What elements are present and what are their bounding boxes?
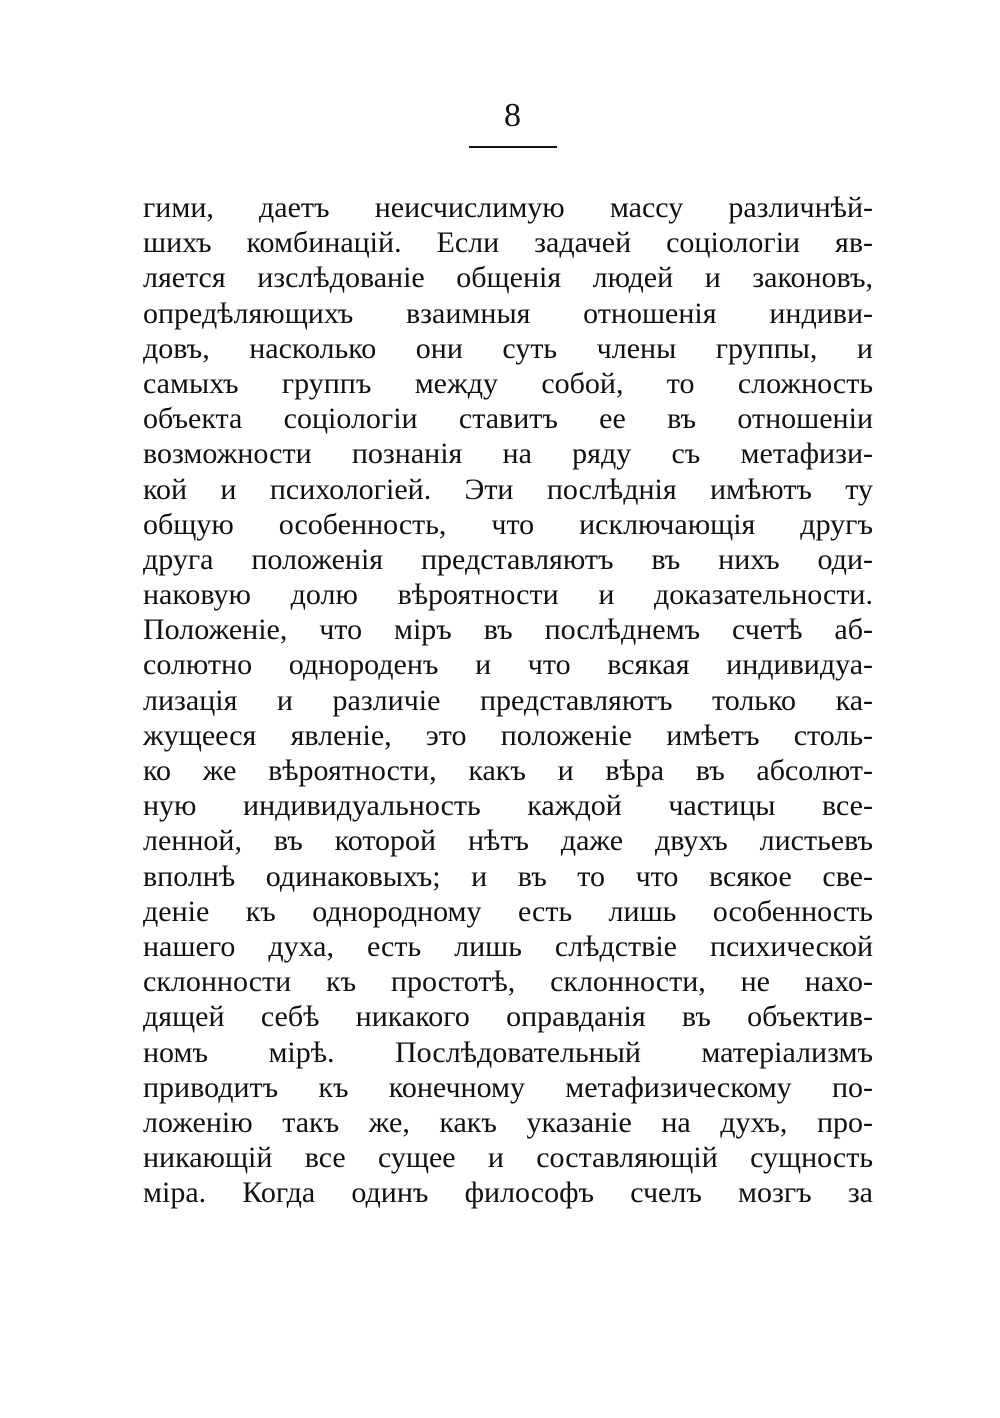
text-line: объекта соціологіи ставитъ ее въ отношеніи bbox=[143, 402, 873, 436]
text-line: самыхъ группъ между собой, то сложность bbox=[143, 366, 873, 400]
text-line: ленной, въ которой нѣтъ даже двухъ листьевъ bbox=[143, 824, 873, 858]
text-line: дящей себѣ никакого оправданія въ объектив- bbox=[143, 1000, 873, 1034]
text-line: общую особенность, что исключающія другъ bbox=[143, 507, 873, 541]
text-line: наковую долю вѣроятности и доказательности. bbox=[143, 578, 873, 612]
text-line: нашего духа, есть лишь слѣдствіе психической bbox=[143, 929, 873, 963]
text-line: ложенію такъ же, какъ указаніе на духъ, про- bbox=[143, 1105, 873, 1139]
text-line: ко же вѣроятности, какъ и вѣра въ абсолют- bbox=[143, 754, 873, 787]
text-line: склонности къ простотѣ, склонности, не нахо- bbox=[143, 965, 873, 999]
text-line: приводитъ къ конечному метафизическому по- bbox=[143, 1070, 873, 1104]
text-line: солютно однороденъ и что всякая индивидуа- bbox=[143, 648, 873, 682]
text-line: ную индивидуальность каждой частицы все- bbox=[143, 789, 873, 823]
text-line: ляется изслѣдованіе общенія людей и законовъ, bbox=[143, 261, 873, 295]
text-line: жущееся явленіе, это положеніе имѣетъ столь- bbox=[143, 718, 873, 752]
text-line: гими, даетъ неисчислимую массу различнѣй- bbox=[143, 191, 873, 224]
text-line: шихъ комбинацій. Если задачей соціологіи яв- bbox=[143, 226, 873, 260]
text-line: номъ мірѣ. Послѣдовательный матеріализмъ bbox=[143, 1035, 873, 1069]
text-line: возможности познанія на ряду съ метафизи- bbox=[143, 437, 873, 471]
body-text bbox=[143, 190, 873, 1210]
text-line: лизація и различіе представляютъ только ка- bbox=[143, 683, 873, 717]
text-line: довъ, насколько они суть члены группы, и bbox=[143, 331, 873, 365]
text-line: деніе къ однородному есть лишь особенность bbox=[143, 894, 873, 928]
text-line: міра. Когда одинъ философъ счелъ мозгъ за bbox=[143, 1176, 873, 1210]
text-line: кой и психологіей. Эти послѣднія имѣютъ ту bbox=[143, 472, 873, 506]
page-number: 8 bbox=[504, 97, 521, 134]
text-line: друга положенія представляютъ въ нихъ оди- bbox=[143, 542, 873, 576]
page-number-rule bbox=[469, 146, 557, 148]
text-line: Положеніе, что міръ въ послѣднемъ счетѣ аб- bbox=[143, 613, 873, 647]
text-line: вполнѣ одинаковыхъ; и въ то что всякое све- bbox=[143, 859, 873, 893]
text-line: опредѣляющихъ взаимныя отношенія индиви- bbox=[143, 296, 873, 330]
text-line: никающій все сущее и составляющій сущность bbox=[143, 1141, 873, 1175]
